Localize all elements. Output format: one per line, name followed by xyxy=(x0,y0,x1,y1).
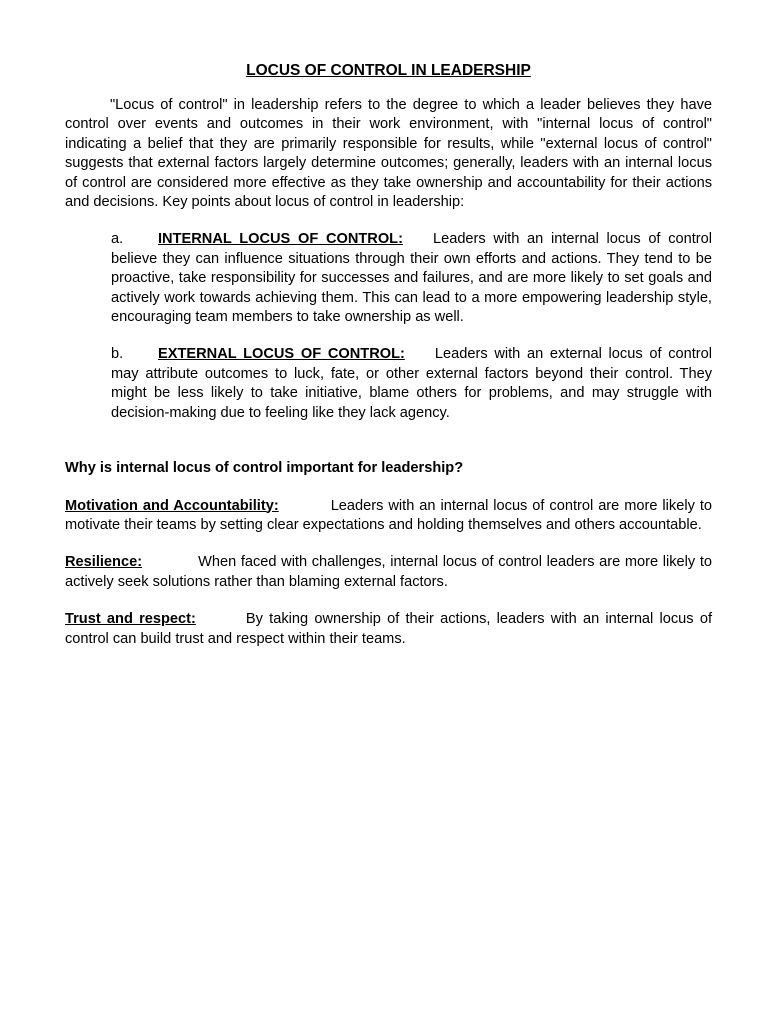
list-item-heading: INTERNAL LOCUS OF CONTROL: xyxy=(158,231,403,248)
list-item-heading: EXTERNAL LOCUS OF CONTROL: xyxy=(158,346,405,363)
point-text: When faced with challenges, internal locus of control leaders are more likely to actively seek solutions rather than blaming external factors. xyxy=(65,554,712,590)
list-marker: a. xyxy=(111,231,124,248)
point-resilience xyxy=(65,553,712,592)
point-term: Trust and respect: xyxy=(65,611,196,628)
section-question: Why is internal locus of control important for leadership? xyxy=(65,460,464,477)
list-item-text: Leaders with an external locus of control may attribute outcomes to luck, fate, or other external factors beyond their control. They might be less likely to take initiative, blame others for problems, and may struggle with decision-making due to feeling like they lack agency. xyxy=(111,346,713,421)
point-text: By taking ownership of their actions, leaders with an internal locus of control can build trust and respect within their teams. xyxy=(65,611,713,647)
point-motivation xyxy=(65,497,712,536)
document-page xyxy=(65,61,712,649)
document-title: LOCUS OF CONTROL IN LEADERSHIP xyxy=(246,62,531,79)
point-term: Motivation and Accountability: xyxy=(65,497,279,514)
list-item-external xyxy=(111,345,712,423)
list-item-text: Leaders with an internal locus of control believe they can influence situations through their own efforts and actions. They tend to be proactive, take responsibility for successes and failures, and are more likely to set goals and actively work towards achieving them. This can lead to a more empowering leadership style, encouraging team members to take ownership as well. xyxy=(111,231,712,326)
intro-paragraph: "Locus of control" in leadership refers to the degree to which a leader believes they have control over events and outcomes in their work environment, with "internal locus of control" indicating a belief that they are primarily responsible for results, while "external locus of control" suggests that external factors largely determine outcomes; generally, leaders with an internal locus of control are considered more effective as they take ownership and accountability for their actions and decisions. Key points about locus of control in leadership: xyxy=(65,97,712,211)
list-item-internal xyxy=(111,230,712,327)
point-trust xyxy=(65,610,712,649)
list-marker: b. xyxy=(111,346,124,363)
point-term: Resilience: xyxy=(65,554,143,571)
point-text: Leaders with an internal locus of control are more likely to motivate their teams by setting clear expectations and holding themselves and others accountable. xyxy=(65,497,712,533)
